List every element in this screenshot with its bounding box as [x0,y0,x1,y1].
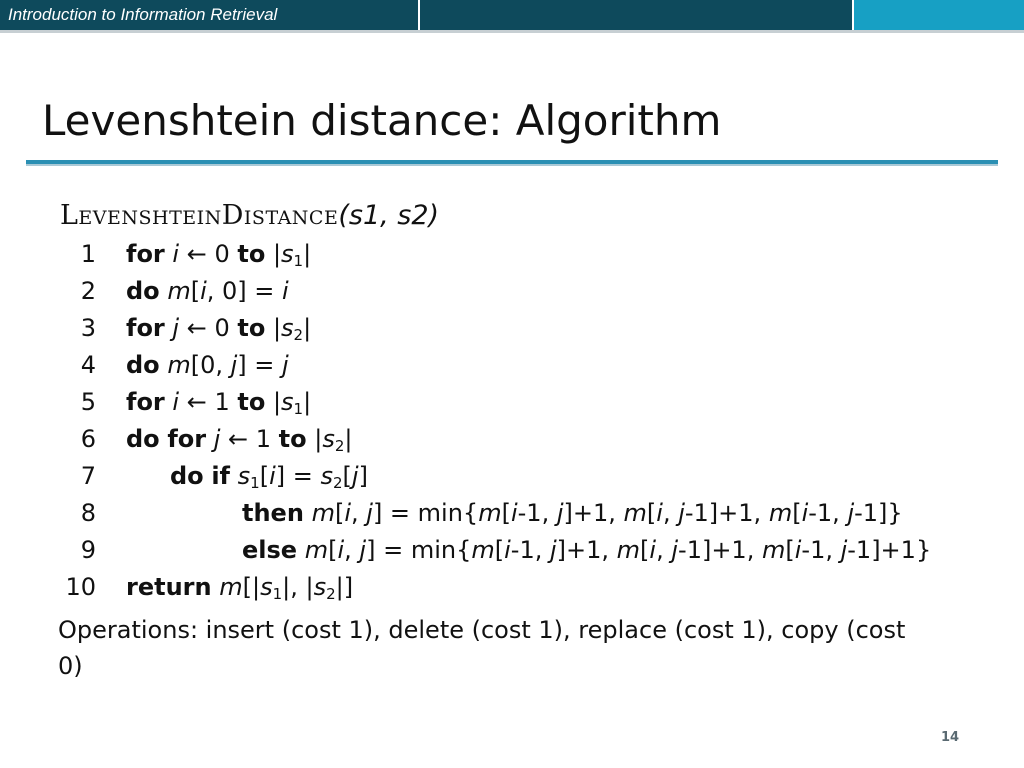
line-code: for i ← 0 to $|s_1|$ [126,240,312,270]
line-number: 4 [80,351,96,379]
slide-title: Levenshtein distance: Algorithm [42,96,722,145]
line-number: 8 [80,499,96,527]
algorithm-params: (s1, s2) [338,200,440,231]
header-middle-panel [420,0,852,30]
header-bar [0,0,1024,32]
header-shadow [0,30,1024,33]
line-number: 3 [80,314,96,342]
line-number: 9 [80,536,96,564]
operations-note: Operations: insert (cost 1), delete (cost 1), replace (cost 1), copy (cost 0) [58,616,906,680]
header-accent-panel [854,0,1024,30]
line-number: 5 [80,388,96,416]
line-code: do for j ← 1 to $|s_2|$ [126,425,353,455]
line-number: 6 [80,425,96,453]
line-number: 1 [80,240,96,268]
line-code: for j ← 0 to $|s_2|$ [126,314,312,344]
algorithm-name: LevenshteinDistance [60,200,339,231]
line-number: 10 [65,573,96,601]
line-code: do m[0, j] = j [126,351,289,379]
page-number: 14 [940,730,960,745]
line-number: 7 [80,462,96,490]
line-code: then m[i, j] = min{m[i-1, j]+1, m[i, j-1]+1, m[i-1, j-1]} [242,499,903,527]
line-code: do m[i, 0] = i [126,277,289,305]
line-code: else m[i, j] = min{m[i-1, j]+1, m[i, j-1]+1, m[i-1, j-1]+1} [242,536,932,564]
line-code: return $m[|s_1|$, $|s_2|$] [126,573,354,603]
algorithm-signature [60,200,439,231]
title-underline-shadow [26,164,998,166]
line-code: do if $s_1[i] = s_2[j]$ [170,462,368,492]
line-number: 2 [80,277,96,305]
line-code: for i ← 1 to $|s_1|$ [126,388,312,418]
course-title: Introduction to Information Retrieval [8,5,278,24]
